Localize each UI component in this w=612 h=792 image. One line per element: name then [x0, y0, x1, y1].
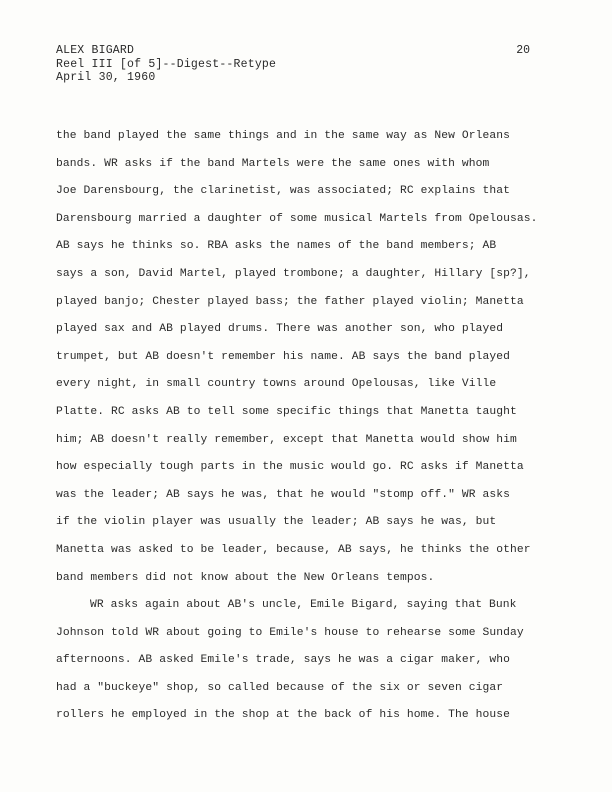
header-date: April 30, 1960 — [56, 71, 156, 84]
text-line: had a "buckeye" shop, so called because of the six or seven cigar — [56, 681, 504, 694]
text-line: Darensbourg married a daughter of some musical Martels from Opelousas. — [56, 212, 538, 225]
text-line: Johnson told WR about going to Emile's house to rehearse some Sunday — [56, 626, 524, 639]
text-line: Manetta was asked to be leader, because, AB says, he thinks the other — [56, 543, 531, 556]
text-line: if the violin player was usually the leader; AB says he was, but — [56, 516, 497, 529]
text-line: every night, in small country towns around Opelousas, like Ville — [56, 378, 497, 391]
header-reel-info: Reel III [of 5]--Digest--Retype — [56, 57, 277, 71]
document-header — [56, 44, 276, 85]
text-line: Platte. RC asks AB to tell some specific things that Manetta taught — [56, 405, 517, 418]
text-line: played banjo; Chester played bass; the father played violin; Manetta — [56, 295, 524, 308]
text-line: trumpet, but AB doesn't remember his name. AB says the band played — [56, 350, 511, 363]
text-line: him; AB doesn't really remember, except that Manetta would show him — [56, 433, 517, 446]
text-line: the band played the same things and in the same way as New Orleans — [56, 130, 511, 142]
text-line: was the leader; AB says he was, that he would "stomp off." WR asks — [56, 488, 511, 501]
transcript-body — [56, 123, 556, 730]
header-interviewee-name: ALEX BIGARD — [56, 44, 135, 57]
text-line: band members did not know about the New Orleans tempos. — [56, 571, 435, 584]
text-line: afternoons. AB asked Emile's trade, says he was a cigar maker, who — [56, 654, 511, 667]
text-line: played sax and AB played drums. There was another son, who played — [56, 323, 504, 336]
text-line: bands. WR asks if the band Martels were the same ones with whom — [56, 157, 490, 170]
text-line: how especially tough parts in the music would go. RC asks if Manetta — [56, 461, 524, 474]
paragraph-start-line: WR asks again about AB's uncle, Emile Bigard, saying that Bunk — [90, 599, 517, 612]
text-line: rollers he employed in the shop at the back of his home. The house — [56, 709, 511, 722]
page-number: 20 — [516, 44, 530, 57]
text-line: Joe Darensbourg, the clarinetist, was associated; RC explains that — [56, 185, 511, 198]
text-line: AB says he thinks so. RBA asks the names of the band members; AB — [56, 240, 497, 253]
text-line: says a son, David Martel, played trombone; a daughter, Hillary [sp?], — [56, 267, 531, 280]
